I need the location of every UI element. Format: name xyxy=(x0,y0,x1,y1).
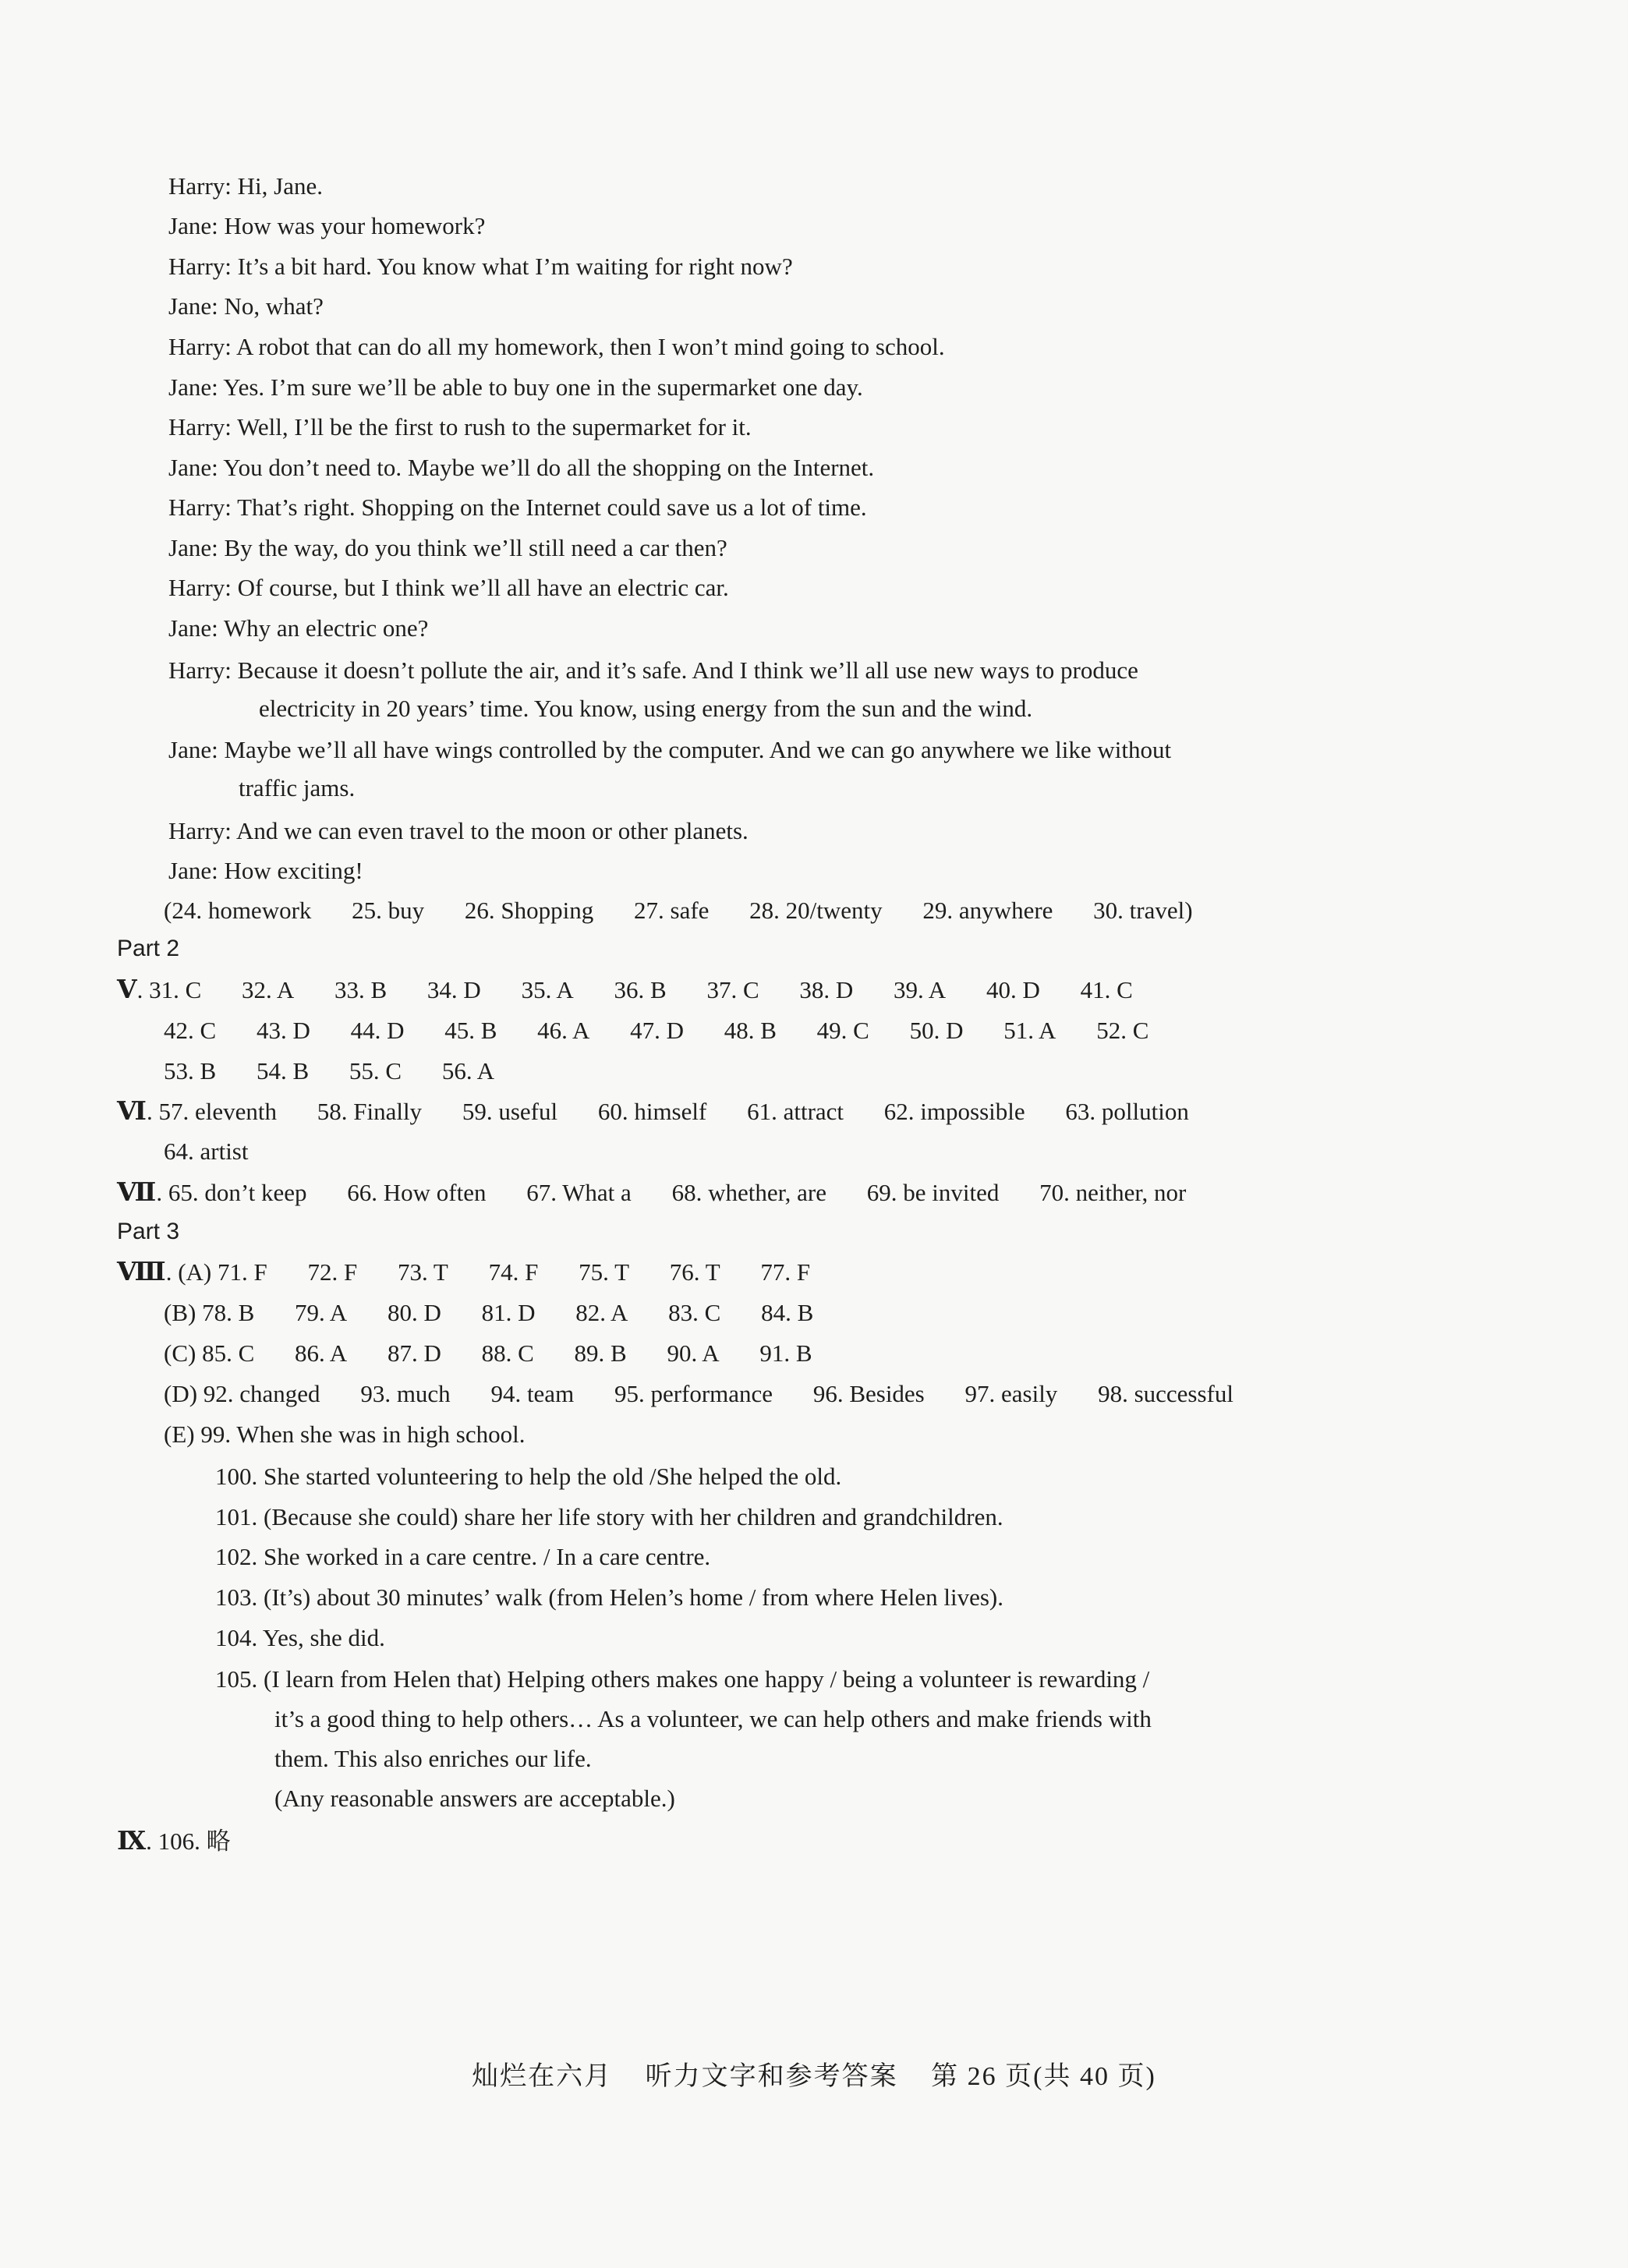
section-v-row: Ⅴ. 31. C 32. A 33. B 34. D 35. A 36. B 37. C 38. D 39. A 40. D 41. C xyxy=(117,976,1133,1004)
answer: 97. easily xyxy=(964,1380,1058,1407)
answer: 77. F xyxy=(760,1258,811,1286)
dialogue-line: Jane: No, what? xyxy=(168,292,324,320)
section-viii-e-line: 100. She started volunteering to help the old /She helped the old. xyxy=(215,1463,842,1490)
section-vi-row: Ⅵ. 57. eleventh 58. Finally 59. useful 60. himself 61. attract 62. impossible 63. pollution xyxy=(117,1098,1189,1126)
answer: 62. impossible xyxy=(883,1098,1025,1125)
answer: 57. eleventh xyxy=(158,1098,277,1125)
part1-answers xyxy=(164,895,1193,926)
section-vi-row xyxy=(164,1136,249,1167)
answer: 96. Besides xyxy=(812,1380,925,1407)
answer: 37. C xyxy=(706,976,759,1003)
dialogue-line: Jane: By the way, do you think we’ll still need a car then? xyxy=(168,534,727,561)
part3-heading: Part 3 xyxy=(117,1219,180,1244)
answer: 25. buy xyxy=(352,897,425,924)
answer: 93. much xyxy=(360,1380,451,1407)
page-footer xyxy=(0,2054,1628,2093)
section-ix-row xyxy=(117,1826,231,1857)
answer: (D) 92. changed xyxy=(164,1380,320,1407)
answer: 88. C xyxy=(481,1339,534,1367)
section-numeral: Ⅸ xyxy=(117,1827,147,1856)
dialogue-line: Jane: How was your homework? xyxy=(168,212,486,239)
section-viii-e-line: 104. Yes, she did. xyxy=(215,1624,385,1651)
answer: 98. successful xyxy=(1098,1380,1233,1407)
answer: 82. A xyxy=(575,1299,628,1326)
section-viii-e-line: 103. (It’s) about 30 minutes’ walk (from Helen’s home / from where Helen lives). xyxy=(215,1583,1003,1611)
answer: 35. A xyxy=(521,976,574,1003)
answer: 56. A xyxy=(441,1057,494,1084)
answer: 60. himself xyxy=(597,1098,707,1125)
answer: 31. C xyxy=(149,976,202,1003)
section-vii-row: Ⅶ. 65. don’t keep 66. How often 67. What a 68. whether, are 69. be invited 70. neither, nor xyxy=(117,1179,1187,1207)
answer: 50. D xyxy=(909,1017,964,1044)
answer: 27. safe xyxy=(634,897,710,924)
section-v-row xyxy=(164,1056,494,1087)
answer: 32. A xyxy=(242,976,295,1003)
answer: 61. attract xyxy=(747,1098,844,1125)
dialogue-line-continuation: traffic jams. xyxy=(239,774,356,801)
answer: 44. D xyxy=(350,1017,405,1044)
answer: 73. T xyxy=(397,1258,448,1286)
answer: 30. travel) xyxy=(1093,897,1193,924)
answer: 79. A xyxy=(295,1299,348,1326)
answer: 66. How often xyxy=(347,1179,487,1206)
answer: 69. be invited xyxy=(866,1179,1000,1206)
section-viii-e-line: 102. She worked in a care centre. / In a care centre. xyxy=(215,1543,711,1570)
dialogue-line: Jane: Yes. I’m sure we’ll be able to buy one in the supermarket one day. xyxy=(168,373,863,401)
answer: 67. What a xyxy=(526,1179,632,1206)
dialogue-line: Jane: Maybe we’ll all have wings controlled by the computer. And we can go anywhere we like without xyxy=(168,736,1172,763)
dialogue-line: Jane: You don’t need to. Maybe we’ll do all the shopping on the Internet. xyxy=(168,454,875,481)
answer: 34. D xyxy=(426,976,481,1003)
answer: 80. D xyxy=(387,1299,441,1326)
dialogue-line: Harry: Of course, but I think we’ll all have an electric car. xyxy=(168,574,729,601)
section-viii-d xyxy=(164,1378,1233,1410)
answer: 41. C xyxy=(1080,976,1133,1003)
dialogue-line: Harry: That’s right. Shopping on the Internet could save us a lot of time. xyxy=(168,494,867,521)
dialogue-line: Jane: Why an electric one? xyxy=(168,614,429,642)
footer-subtitle: 听力文字和参考答案 xyxy=(645,2062,898,2091)
answer: 83. C xyxy=(668,1299,721,1326)
answer: 90. A xyxy=(667,1339,720,1367)
section-numeral: Ⅵ xyxy=(117,1098,147,1126)
answer: 59. useful xyxy=(462,1098,558,1125)
answer: 36. B xyxy=(614,976,667,1003)
answer: 55. C xyxy=(349,1057,402,1084)
answer: 72. F xyxy=(307,1258,358,1286)
answer: 28. 20/twenty xyxy=(749,897,883,924)
answer: 63. pollution xyxy=(1065,1098,1189,1125)
answer: 87. D xyxy=(387,1339,441,1367)
footer-page-number: 第 26 页(共 40 页) xyxy=(931,2062,1156,2091)
answer: 29. anywhere xyxy=(922,897,1053,924)
answer: 58. Finally xyxy=(317,1098,423,1125)
footer-title: 灿烂在六月 xyxy=(472,2062,613,2091)
section-numeral: Ⅶ xyxy=(117,1179,157,1207)
answer: 81. D xyxy=(481,1299,536,1326)
dialogue-line: Harry: Well, I’ll be the first to rush to the supermarket for it. xyxy=(168,413,752,441)
answer: 74. F xyxy=(488,1258,539,1286)
dialogue-line: Harry: It’s a bit hard. You know what I’m waiting for right now? xyxy=(168,253,793,280)
section-viii-e-line: 105. (I learn from Helen that) Helping others makes one happy / being a volunteer is rewarding / xyxy=(215,1665,1150,1693)
section-viii-b xyxy=(164,1297,813,1329)
answer: 45. B xyxy=(444,1017,497,1044)
section-viii-e-line: (E) 99. When she was in high school. xyxy=(164,1421,526,1448)
dialogue-line: Harry: And we can even travel to the moon or other planets. xyxy=(168,817,749,844)
answer: (C) 85. C xyxy=(164,1339,255,1367)
answer: (A) 71. F xyxy=(178,1258,267,1286)
answer: (B) 78. B xyxy=(164,1299,255,1326)
answer: 53. B xyxy=(164,1057,217,1084)
dialogue-line: Harry: Because it doesn’t pollute the air, and it’s safe. And I think we’ll all use new ways to produce xyxy=(168,656,1138,684)
part2-heading: Part 2 xyxy=(117,936,180,961)
answer: 48. B xyxy=(724,1017,777,1044)
section-viii-e-line: (Any reasonable answers are acceptable.) xyxy=(274,1785,675,1812)
answer: 38. D xyxy=(799,976,854,1003)
answer: 68. whether, are xyxy=(671,1179,827,1206)
section-viii-e-line: 101. (Because she could) share her life story with her children and grandchildren. xyxy=(215,1503,1003,1530)
answer: 89. B xyxy=(574,1339,627,1367)
answer: 49. C xyxy=(816,1017,869,1044)
answer: 52. C xyxy=(1096,1017,1149,1044)
answer: 65. don’t keep xyxy=(168,1179,307,1206)
section-numeral: Ⅷ xyxy=(117,1258,166,1286)
dialogue-line: Jane: How exciting! xyxy=(168,857,363,884)
section-numeral: Ⅴ xyxy=(117,976,137,1004)
answer: 47. D xyxy=(630,1017,684,1044)
answer: 91. B xyxy=(759,1339,812,1367)
answer: 70. neither, nor xyxy=(1039,1179,1187,1206)
answer: 86. A xyxy=(295,1339,348,1367)
section-viii-e-line: them. This also enriches our life. xyxy=(274,1745,592,1772)
answer: 84. B xyxy=(761,1299,814,1326)
answer: 75. T xyxy=(579,1258,630,1286)
dialogue-line: Harry: A robot that can do all my homework, then I won’t mind going to school. xyxy=(168,333,945,360)
section-viii-c xyxy=(164,1338,812,1369)
answer: 76. T xyxy=(669,1258,720,1286)
answer: . 106. 略 xyxy=(146,1827,231,1855)
answer: 46. A xyxy=(537,1017,590,1044)
dialogue-line-continuation: electricity in 20 years’ time. You know, using energy from the sun and the wind. xyxy=(259,695,1033,722)
dialogue-line: Harry: Hi, Jane. xyxy=(168,172,323,200)
answer: 42. C xyxy=(164,1017,217,1044)
answer: 94. team xyxy=(490,1380,575,1407)
answer: 64. artist xyxy=(164,1138,249,1165)
answer: 95. performance xyxy=(614,1380,773,1407)
answer: 51. A xyxy=(1003,1017,1056,1044)
section-viii-e-line: it’s a good thing to help others… As a volunteer, we can help others and make friends with xyxy=(274,1705,1152,1732)
answer: 40. D xyxy=(986,976,1040,1003)
answer: 43. D xyxy=(256,1017,310,1044)
answer: 39. A xyxy=(894,976,947,1003)
section-v-row xyxy=(164,1015,1148,1046)
answer: 54. B xyxy=(256,1057,310,1084)
section-viii-a: Ⅷ. (A) 71. F 72. F 73. T 74. F 75. T 76. T 77. F xyxy=(117,1258,811,1286)
answer: (24. homework xyxy=(164,897,312,924)
answer: 26. Shopping xyxy=(464,897,594,924)
answer: 33. B xyxy=(334,976,388,1003)
